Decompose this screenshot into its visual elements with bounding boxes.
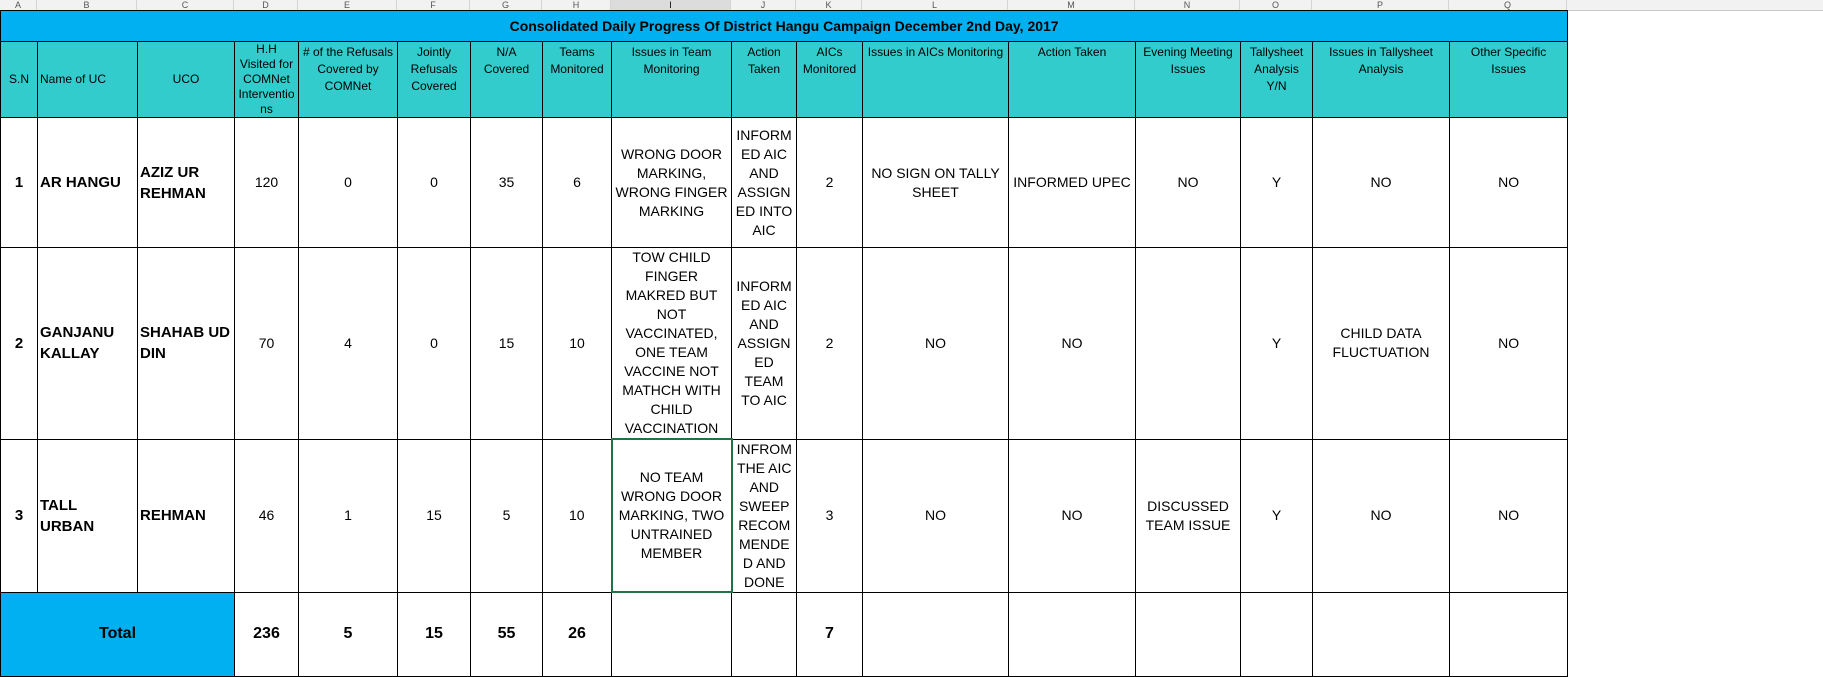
cell-na-covered[interactable]: 5 — [471, 439, 543, 592]
cell-uc-name[interactable]: GANJANU KALLAY — [38, 248, 138, 440]
cell-aics-monitored[interactable]: 2 — [797, 248, 863, 440]
cell-other-issues[interactable]: NO — [1450, 118, 1568, 248]
cell-issues-tallysheet[interactable]: CHILD DATA FLUCTUATION — [1313, 248, 1450, 440]
cell-jointly-refusals[interactable]: 0 — [398, 248, 471, 440]
column-letter-n[interactable]: N — [1135, 0, 1240, 10]
total-row — [1, 592, 1568, 676]
total-aics-monitored[interactable]: 7 — [797, 592, 863, 676]
cell-hh-visited[interactable]: 70 — [235, 248, 299, 440]
column-letter-j[interactable]: J — [731, 0, 796, 10]
total-na-covered[interactable]: 55 — [471, 592, 543, 676]
column-letter-q[interactable]: Q — [1449, 0, 1567, 10]
cell-uco[interactable]: REHMAN — [138, 439, 235, 592]
cell-issues-tallysheet[interactable]: NO — [1313, 118, 1450, 248]
column-letter-b[interactable]: B — [37, 0, 137, 10]
cell-uc-name[interactable]: AR HANGU — [38, 118, 138, 248]
cell-evening-meeting[interactable] — [1136, 248, 1241, 440]
column-letter-a[interactable]: A — [0, 0, 37, 10]
cell-teams-monitored[interactable]: 10 — [543, 248, 612, 440]
cell-action-taken[interactable]: INFORMED AIC AND ASSIGNED INTO AIC — [732, 118, 797, 248]
cell-hh-visited[interactable]: 120 — [235, 118, 299, 248]
total-hh-visited[interactable]: 236 — [235, 592, 299, 676]
column-letter-o[interactable]: O — [1240, 0, 1312, 10]
header-issues-aics-monitoring[interactable]: Issues in AICs Monitoring — [863, 42, 1009, 118]
table-row — [1, 248, 1568, 440]
cell-evening-meeting[interactable]: DISCUSSED TEAM ISSUE — [1136, 439, 1241, 592]
column-letter-f[interactable]: F — [397, 0, 470, 10]
cell-other-issues[interactable]: NO — [1450, 248, 1568, 440]
cell-issues-aics[interactable]: NO — [863, 439, 1009, 592]
header-tallysheet-analysis[interactable]: Tallysheet Analysis Y/N — [1241, 42, 1313, 118]
cell-aics-monitored[interactable]: 2 — [797, 118, 863, 248]
column-letter-k[interactable]: K — [796, 0, 862, 10]
header-issues-tallysheet[interactable]: Issues in Tallysheet Analysis — [1313, 42, 1450, 118]
cell-action-taken[interactable]: INFROM THE AIC AND SWEEP RECOMMENDED AND DONE — [732, 439, 797, 592]
total-empty-cell[interactable] — [1009, 592, 1136, 676]
cell-other-issues[interactable]: NO — [1450, 439, 1568, 592]
cell-evening-meeting[interactable]: NO — [1136, 118, 1241, 248]
cell-tallysheet-yn[interactable]: Y — [1241, 248, 1313, 440]
cell-issues-aics[interactable]: NO SIGN ON TALLY SHEET — [863, 118, 1009, 248]
total-empty-cell[interactable] — [863, 592, 1009, 676]
cell-action-taken[interactable]: INFORMED AIC AND ASSIGNED TEAM TO AIC — [732, 248, 797, 440]
header-refusals-comnet[interactable]: # of the Refusals Covered by COMNet — [299, 42, 398, 118]
total-refusals-comnet[interactable]: 5 — [299, 592, 398, 676]
total-empty-cell[interactable] — [1136, 592, 1241, 676]
cell-issues-team-monitoring[interactable]: TOW CHILD FINGER MAKRED BUT NOT VACCINATED, ONE TEAM VACCINE NOT MATHCH WITH CHILD VACCINATION — [612, 248, 732, 440]
cell-teams-monitored[interactable]: 6 — [543, 118, 612, 248]
cell-action-taken-2[interactable]: NO — [1009, 439, 1136, 592]
column-letter-p[interactable]: P — [1312, 0, 1449, 10]
total-empty-cell[interactable] — [732, 592, 797, 676]
table-row — [1, 439, 1568, 592]
cell-issues-tallysheet[interactable]: NO — [1313, 439, 1450, 592]
header-aics-monitored[interactable]: AICs Monitored — [797, 42, 863, 118]
total-empty-cell[interactable] — [1450, 592, 1568, 676]
cell-na-covered[interactable]: 35 — [471, 118, 543, 248]
header-hh-visited[interactable]: H.H Visited for COMNet Interventions — [235, 42, 299, 118]
header-uco[interactable]: UCO — [138, 42, 235, 118]
cell-hh-visited[interactable]: 46 — [235, 439, 299, 592]
cell-na-covered[interactable]: 15 — [471, 248, 543, 440]
table-row — [1, 118, 1568, 248]
cell-issues-aics[interactable]: NO — [863, 248, 1009, 440]
total-empty-cell[interactable] — [612, 592, 732, 676]
total-empty-cell[interactable] — [1241, 592, 1313, 676]
header-uc-name[interactable]: Name of UC — [38, 42, 138, 118]
cell-issues-team-monitoring[interactable]: WRONG DOOR MARKING, WRONG FINGER MARKING — [612, 118, 732, 248]
sheet-title[interactable]: Consolidated Daily Progress Of District Hangu Campaign December 2nd Day, 2017 — [1, 11, 1568, 42]
progress-table — [0, 10, 1568, 677]
header-na-covered[interactable]: N/A Covered — [471, 42, 543, 118]
total-label[interactable]: Total — [1, 592, 235, 676]
cell-tallysheet-yn[interactable]: Y — [1241, 118, 1313, 248]
column-letter-g[interactable]: G — [470, 0, 542, 10]
cell-action-taken-2[interactable]: INFORMED UPEC — [1009, 118, 1136, 248]
column-letter-d[interactable]: D — [234, 0, 298, 10]
header-sn[interactable]: S.N — [1, 42, 38, 118]
cell-aics-monitored[interactable]: 3 — [797, 439, 863, 592]
cell-teams-monitored[interactable]: 10 — [543, 439, 612, 592]
cell-issues-team-monitoring-selected[interactable]: NO TEAM WRONG DOOR MARKING, TWO UNTRAINED MEMBER — [612, 439, 732, 592]
column-letter-m[interactable]: M — [1008, 0, 1135, 10]
cell-refusals-comnet[interactable]: 4 — [299, 248, 398, 440]
header-jointly-refusals[interactable]: Jointly Refusals Covered — [398, 42, 471, 118]
cell-refusals-comnet[interactable]: 0 — [299, 118, 398, 248]
header-teams-monitored[interactable]: Teams Monitored — [543, 42, 612, 118]
cell-jointly-refusals[interactable]: 15 — [398, 439, 471, 592]
cell-action-taken-2[interactable]: NO — [1009, 248, 1136, 440]
total-empty-cell[interactable] — [1313, 592, 1450, 676]
cell-tallysheet-yn[interactable]: Y — [1241, 439, 1313, 592]
cell-uc-name[interactable]: TALL URBAN — [38, 439, 138, 592]
header-evening-meeting[interactable]: Evening Meeting Issues — [1136, 42, 1241, 118]
total-teams-monitored[interactable]: 26 — [543, 592, 612, 676]
cell-uco[interactable]: AZIZ UR REHMAN — [138, 118, 235, 248]
column-letter-l[interactable]: L — [862, 0, 1008, 10]
column-letter-i[interactable]: I — [611, 0, 731, 10]
header-action-taken[interactable]: Action Taken — [732, 42, 797, 118]
column-letter-c[interactable]: C — [137, 0, 234, 10]
cell-uco[interactable]: SHAHAB UD DIN — [138, 248, 235, 440]
total-jointly-refusals[interactable]: 15 — [398, 592, 471, 676]
cell-sn[interactable]: 2 — [1, 248, 38, 440]
column-letter-h[interactable]: H — [542, 0, 611, 10]
cell-sn[interactable]: 1 — [1, 118, 38, 248]
header-issues-team-monitoring[interactable]: Issues in Team Monitoring — [612, 42, 732, 118]
cell-sn[interactable]: 3 — [1, 439, 38, 592]
header-other-issues[interactable]: Other Specific Issues — [1450, 42, 1568, 118]
cell-jointly-refusals[interactable]: 0 — [398, 118, 471, 248]
column-letter-e[interactable]: E — [298, 0, 397, 10]
cell-refusals-comnet[interactable]: 1 — [299, 439, 398, 592]
header-action-taken-2[interactable]: Action Taken — [1009, 42, 1136, 118]
